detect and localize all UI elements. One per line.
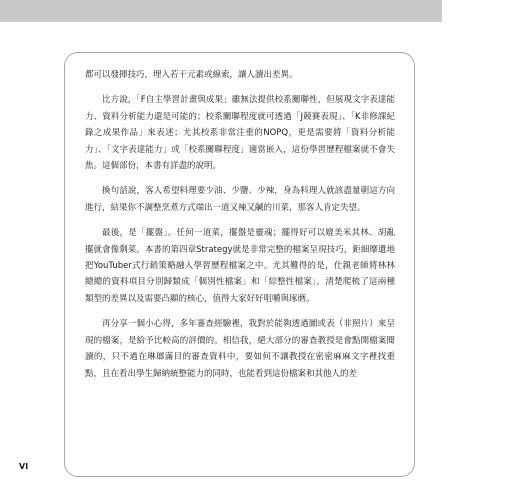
paragraph-1: 都可以發揮技巧，埋入若干元素或線索，讓人讀出差異。	[85, 70, 298, 80]
paragraph-5: 再分享一個小心得，多年審查經驗裡，我對於能夠透過圖或表（非照片）來呈現的檔案，是給予比較高的評價的。相信我，絕大部分的審查教授是會點開檔案閱讀的，只不過在琳瑯滿目的審查資料中，要如何不讓教授在密密麻麻文字裡找重點，且在看出學生歸納統整能力的同時，也能看到這份檔案和其他人的差	[85, 319, 395, 379]
header-band	[0, 0, 442, 22]
page-body	[85, 67, 395, 391]
page-number: VI	[19, 462, 29, 471]
paragraph-2: 比方說，「F自主學習計畫與成果」雖無法提供校系關聯性，但展現文字表達能力、資料分析能力還是可能的；校系關聯程度就可透過「J競賽表現」、「K非修課紀錄之成果作品」來表述；尤其校系非常注重的NOPQ，更是需要將「資料分析能力」、「文字表達能力」或「校系關聯程度」適當嵌入，這份學習歷程檔案就不會失焦。這個部份，本書有詳盡的說明。	[85, 95, 395, 172]
paragraph-3: 換句話說，客人希望料理要少油、少鹽、少辣，身為料理人就該盡量朝這方向進行，結果你不調整烹煮方式端出一道又辣又鹹的川菜，那客人肯定失望。	[85, 186, 395, 213]
paragraph-4: 最後，是「擺盤」。任何一道菜，擺盤是靈魂；擺得好可以媲美米其林、胡亂擺就會像剩菜。本書的第四章Strategy就是非常完整的檔案呈現技巧，鉅細靡遺地把YouTuber式行銷策略融入學習歷程檔案之中。尤其難得的是，仕親老師將林林總總的資料項目分別歸類成「個別性檔案」和「綜整性檔案」，清楚爬梳了這兩種類型的差異以及需要凸顯的核心，值得大家好好咀嚼與琢磨。	[85, 228, 395, 304]
